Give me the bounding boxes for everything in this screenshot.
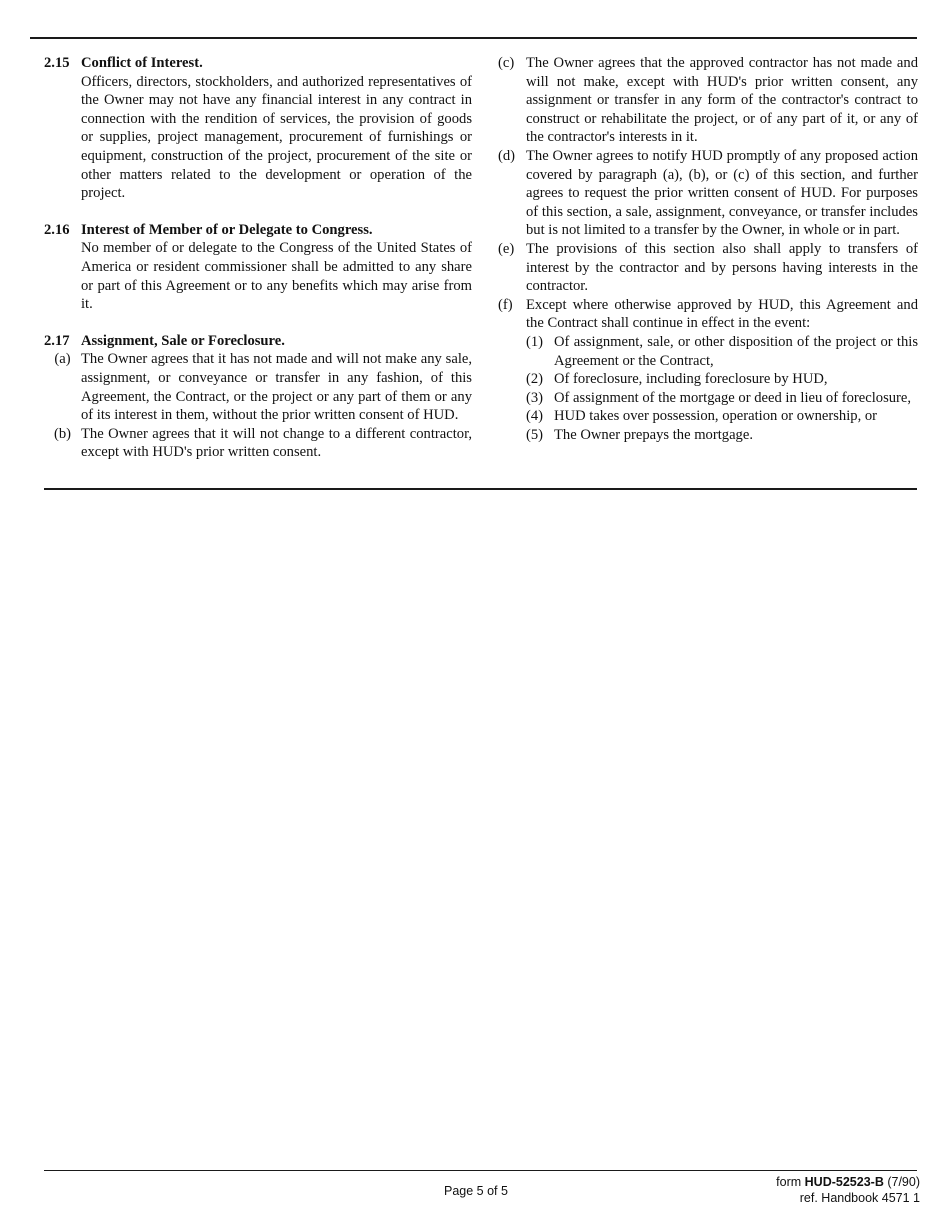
item-label: (d) [498,147,516,164]
sub-item-text: Of assignment, sale, or other disposition of the project or this Agreement or the Contract, [554,333,918,369]
item-label: (e) [498,240,515,257]
form-date: (7/90) [887,1175,920,1189]
section-number: 2.17 [44,332,70,349]
page-number: Page 5 of 5 [444,1184,508,1198]
top-rule [30,37,917,39]
item-label: (c) [498,55,515,71]
list-item [498,54,918,147]
sub-item-label: (5) [526,426,544,443]
list-item [498,147,918,240]
sub-item-text: Of foreclosure, including foreclosure by HUD, [554,371,828,388]
item-text: The provisions of this section also shall apply to transfers of interest by the contractor and by persons having interests in the contractor. [526,240,918,295]
sub-item-label: (2) [526,371,544,388]
item-label: (b) [53,425,72,442]
sub-item [526,333,918,370]
item-text: Except where otherwise approved by HUD, this Agreement and the Contract shall continue in effect in the event: [526,296,918,332]
item-text: The Owner agrees to notify HUD promptly of any proposed action covered by paragraph (a), (b), or (c) of this section, and further agrees to request the prior written consent of HUD. For purposes of this section, a sale, assignment, conveyance, or transfer includes but is not limited to a transfer by the Owner, in whole or in part. [526,147,918,239]
form-prefix: form [776,1175,802,1189]
list-item [44,350,472,424]
sub-item [526,370,918,389]
section-2-15 [44,54,472,203]
sub-item-label: (3) [526,389,544,406]
sub-item-text: Of assignment of the mortgage or deed in lieu of foreclosure, [554,389,912,406]
section-title: Interest of Member of or Delegate to Congress. [81,221,373,238]
content-bottom-rule [44,488,917,490]
section-2-17 [44,332,472,462]
form-number: HUD-52523-B [804,1175,884,1189]
sub-item [526,389,918,408]
item-label: (f) [498,296,513,313]
list-item [44,425,472,462]
item-text: The Owner agrees that it will not change to a different contractor, except with HUD's prior written consent. [81,425,472,461]
sub-item [526,426,918,445]
right-column [498,54,918,444]
sub-item-label: (4) [526,408,544,425]
list-item [498,240,918,296]
sub-item-label: (1) [526,333,544,350]
sub-item [526,407,918,426]
form-identifier [776,1174,920,1206]
section-body: Officers, directors, stockholders, and authorized representatives of the Owner may not have any financial interest in any contract in connection with the rendition of services, the provision of goods or supplies, project management, procurement of furnishings or equipment, construction of the project, procurement of the site or other matters related to the development or operation of the project. [81,73,472,202]
sub-item-text: The Owner prepays the mortgage. [554,426,753,443]
section-body: No member of or delegate to the Congress of the United States of America or resident commissioner shall be admitted to any share or part of this Agreement or to any benefits which may arise from it. [81,240,472,313]
section-number: 2.16 [44,221,70,238]
sub-item-text: HUD takes over possession, operation or ownership, or [554,408,878,425]
section-number: 2.15 [44,55,70,71]
left-column [44,54,472,480]
section-2-16 [44,221,472,314]
section-title: Conflict of Interest. [81,55,203,71]
handbook-reference: ref. Handbook 4571 1 [799,1191,920,1205]
footer-rule [44,1170,917,1171]
section-title: Assignment, Sale or Foreclosure. [81,332,285,349]
item-text: The Owner agrees that the approved contractor has not made and will not make, except with HUD's prior written consent, any assignment or transfer in any form of the contractor's contract to construct or rehabilitate the project, or of any part of it, or any of the contractor's interests in it. [526,55,918,146]
item-text: The Owner agrees that it has not made and will not make any sale, assignment, or conveyance or transfer in any fashion, of this Agreement, the Contract, or the project or any part of them or any of its interest in them, without the prior written consent of HUD. [81,351,472,424]
list-item [498,296,918,445]
item-label: (a) [54,351,71,368]
